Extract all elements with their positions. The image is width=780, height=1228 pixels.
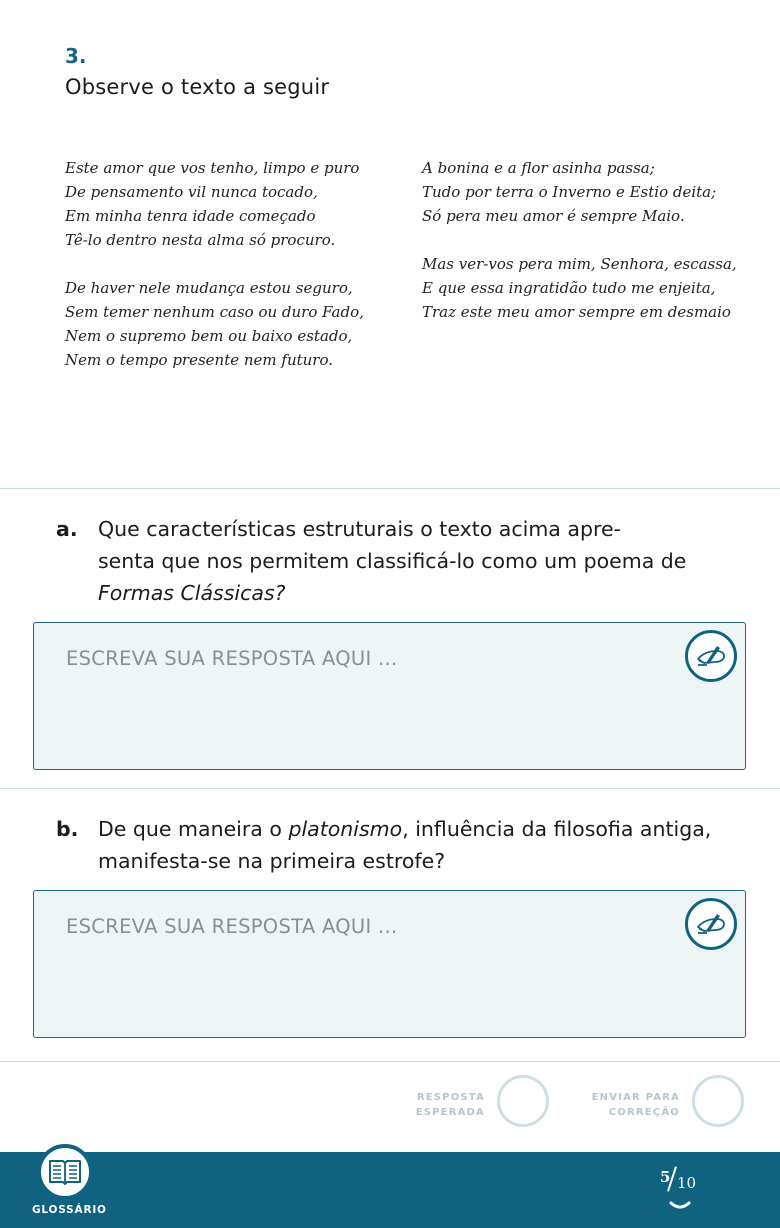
poem-line: De pensamento vil nunca tocado, [65, 183, 318, 201]
poem-stanza [422, 156, 737, 228]
poem-stanza [65, 156, 364, 252]
poem-stanza [65, 276, 364, 372]
item-b-letter: b. [56, 817, 79, 841]
poem-line: Tudo por terra o Inverno e Estio deita; [422, 183, 717, 201]
item-a-line-italic: Formas Clássicas? [98, 581, 286, 605]
item-b-text-pre: De que maneira o [98, 817, 289, 841]
poem-left-column [65, 156, 364, 396]
item-a-line: Que características estruturais o texto acima apre- [98, 517, 621, 541]
question-number: 3. [65, 44, 87, 68]
write-answer-button[interactable] [685, 630, 737, 682]
poem-right-column [422, 156, 737, 348]
poem-line: Só pera meu amor é sempre Maio. [422, 207, 685, 225]
item-b-line [98, 813, 738, 845]
answer-placeholder: ESCREVA SUA RESPOSTA AQUI ... [66, 915, 398, 938]
poem-line: Em minha tenra idade começado [65, 207, 316, 225]
write-answer-button[interactable] [685, 898, 737, 950]
send-correction-label [570, 1090, 680, 1120]
poem-stanza [422, 252, 737, 324]
chevron-down-icon[interactable] [669, 1200, 691, 1212]
poem-line: Tê-lo dentro nesta alma só procuro. [65, 231, 336, 249]
pen-writing-icon [695, 909, 727, 939]
poem-line: E que essa ingratidão tudo me enjeita, [422, 279, 716, 297]
item-a-line: senta que nos permitem classificá-lo como um poema de [98, 549, 687, 573]
answer-field-a[interactable] [33, 622, 746, 770]
item-a-text [98, 513, 698, 609]
poem-line: Traz este meu amor sempre em desmaio [422, 303, 731, 321]
section-divider [0, 1061, 780, 1062]
item-b-text [98, 813, 738, 877]
section-divider [0, 788, 780, 789]
glossary-button[interactable] [37, 1144, 93, 1200]
answer-field-b[interactable] [33, 890, 746, 1038]
send-correction-label-line: CORREÇÃO [608, 1107, 680, 1118]
poem-line: Sem temer nenhum caso ou duro Fado, [65, 303, 364, 321]
glossary-label: GLOSSÁRIO [32, 1204, 107, 1216]
open-book-icon [48, 1158, 82, 1186]
poem-line: Mas ver-vos pera mim, Senhora, escassa, [422, 255, 737, 273]
expected-answer-label-line: RESPOSTA [416, 1092, 485, 1103]
poem-line: Este amor que vos tenho, limpo e puro [65, 159, 360, 177]
footer-bar [0, 1152, 780, 1228]
item-b-text-italic: platonismo [288, 817, 403, 841]
poem-line: A bonina e a flor asinha passa; [422, 159, 655, 177]
answer-actions [0, 1075, 780, 1131]
expected-answer-label [400, 1090, 485, 1120]
page-total: 10 [677, 1174, 697, 1192]
answer-placeholder: ESCREVA SUA RESPOSTA AQUI ... [66, 647, 398, 670]
pen-writing-icon [695, 641, 727, 671]
poem-line: De haver nele mudança estou seguro, [65, 279, 353, 297]
send-correction-button[interactable] [692, 1075, 744, 1127]
page-current: 5 [660, 1168, 671, 1186]
item-b-line: manifesta-se na primeira estrofe? [98, 849, 446, 873]
question-title: Observe o texto a seguir [65, 75, 330, 99]
send-correction-label-line: ENVIAR PARA [591, 1092, 680, 1103]
poem-line: Nem o tempo presente nem futuro. [65, 351, 334, 369]
item-b-text-post: , influência da filosofia antiga, [402, 817, 712, 841]
poem-line: Nem o supremo bem ou baixo estado, [65, 327, 353, 345]
item-a-letter: a. [56, 517, 78, 541]
expected-answer-button[interactable] [497, 1075, 549, 1127]
expected-answer-label-line: ESPERADA [415, 1107, 485, 1118]
section-divider [0, 488, 780, 489]
